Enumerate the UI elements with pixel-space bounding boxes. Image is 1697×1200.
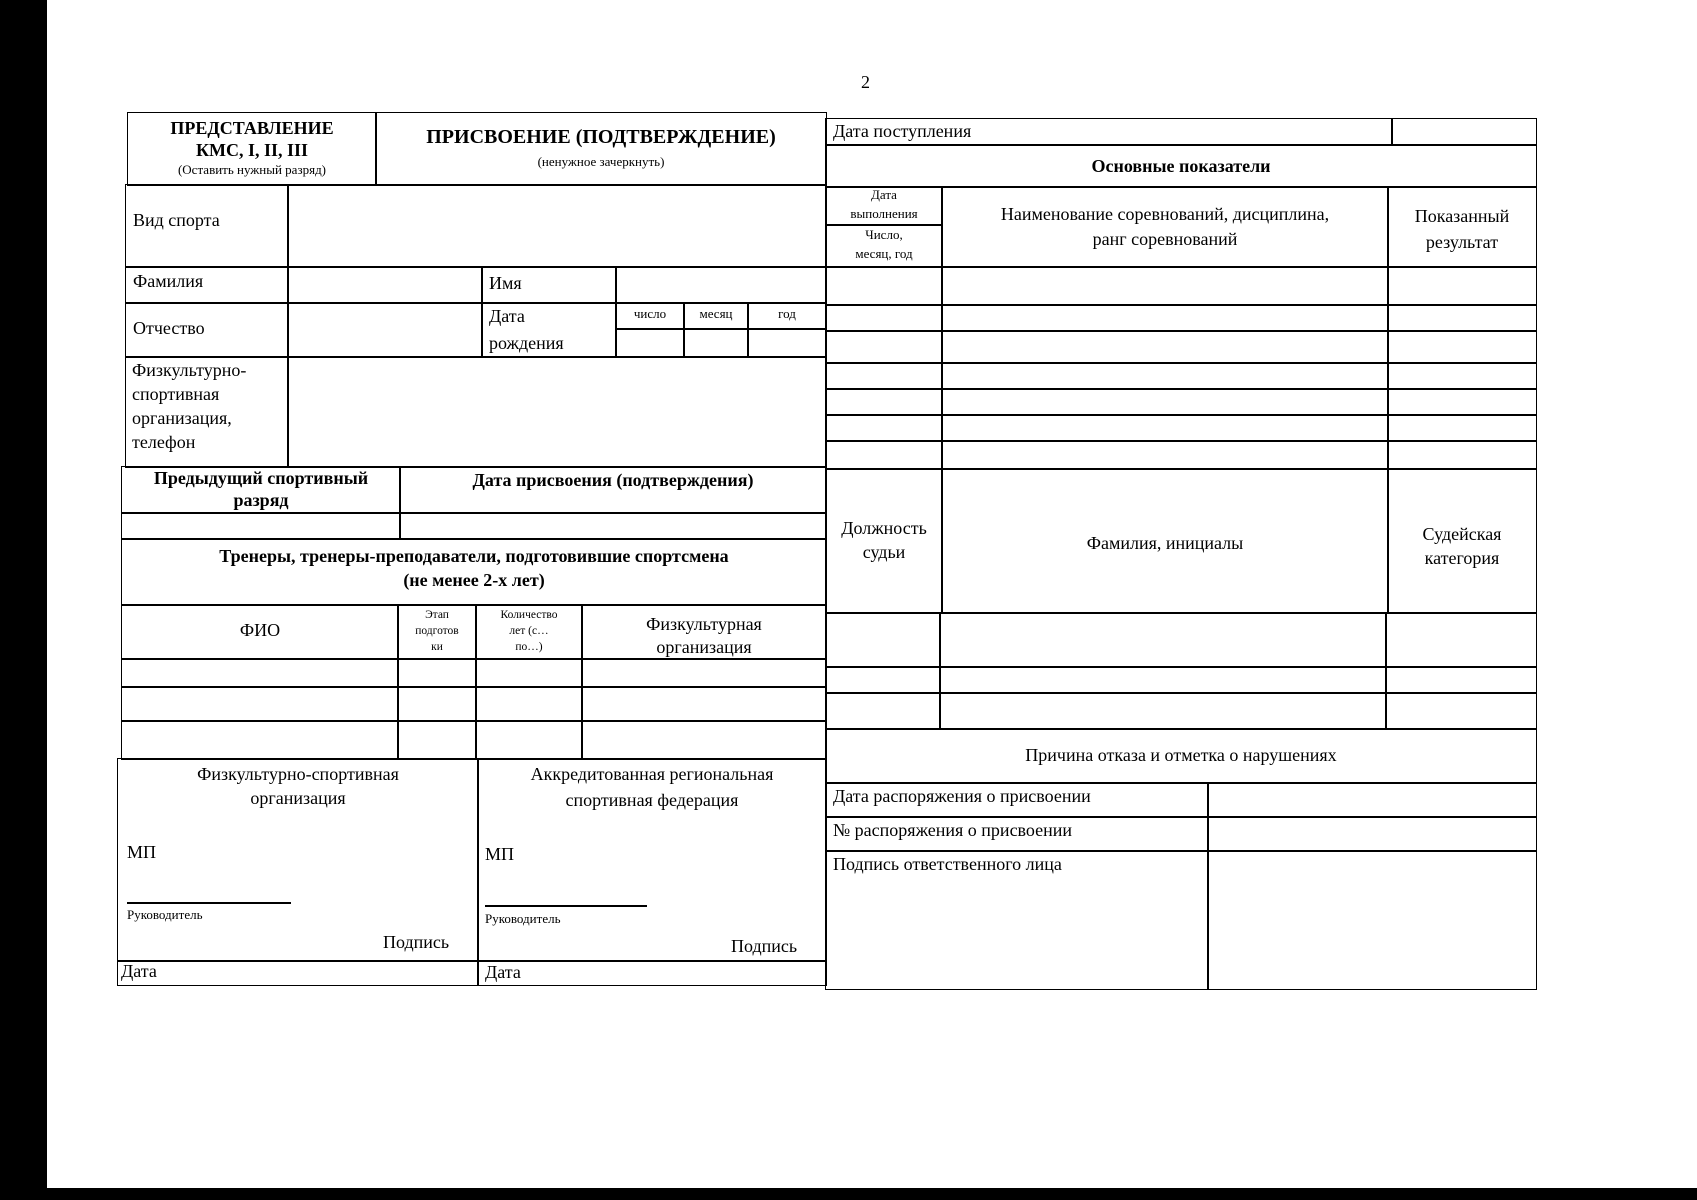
prev-rank-field[interactable] [121, 512, 401, 540]
org-label-4: телефон [132, 432, 196, 452]
sign-org-label-1: Физкультурно-спортивная [197, 764, 399, 784]
main-indicators-label: Основные показатели [1091, 156, 1271, 176]
indicator-row-1-competition[interactable] [941, 266, 1389, 306]
fio-label: ФИО [239, 620, 281, 640]
coach-row-2-fio[interactable] [121, 686, 399, 722]
exec-date-divider [827, 224, 941, 226]
indicator-row-3-competition[interactable] [941, 330, 1389, 364]
judge-row-3-name[interactable] [939, 692, 1387, 730]
competition-header [941, 186, 1389, 268]
indicator-row-6-result[interactable] [1387, 414, 1537, 442]
sign-fed-label-1: Аккредитованная региональная [530, 764, 774, 784]
indicator-row-6-competition[interactable] [941, 414, 1389, 442]
indicator-row-1-result[interactable] [1387, 266, 1537, 306]
year-field[interactable] [747, 328, 827, 358]
assignment-title-box [375, 112, 827, 186]
exec-date-label-1: Дата [871, 187, 897, 202]
name-label: Имя [489, 273, 522, 293]
indicator-row-3-date[interactable] [825, 330, 943, 364]
judge-row-3-position[interactable] [825, 692, 941, 730]
sign-org-date-label: Дата [121, 961, 157, 981]
indicator-row-4-competition[interactable] [941, 362, 1389, 390]
sign-fed-stamp: МП [485, 844, 515, 864]
birthdate-label-1: Дата [489, 306, 525, 326]
patronymic-field[interactable] [287, 302, 483, 358]
refusal-label: Причина отказа и отметка о нарушениях [1025, 745, 1337, 765]
result-header [1387, 186, 1537, 268]
coach-row-2-stage[interactable] [397, 686, 477, 722]
sign-org-head: Руководитель [127, 907, 203, 922]
exec-date-label-2: выполнения [850, 206, 918, 221]
prev-rank-label-2: разряд [233, 490, 289, 510]
indicator-row-2-result[interactable] [1387, 304, 1537, 332]
year-label: год [778, 306, 796, 321]
order-no-label: № распоряжения о присвоении [833, 820, 1073, 840]
representation-title: ПРЕДСТАВЛЕНИЕ [170, 118, 334, 138]
sign-org-date-cell[interactable] [117, 960, 479, 986]
sign-fed-date-label: Дата [485, 962, 521, 982]
judge-position-label-2: судьи [862, 542, 906, 562]
judge-position-header [825, 468, 943, 614]
order-date-field[interactable] [1207, 782, 1537, 818]
org-label-3: организация, [132, 408, 232, 428]
indicator-row-5-result[interactable] [1387, 388, 1537, 416]
coach-row-3-fio[interactable] [121, 720, 399, 760]
stage-label-2: подготов [415, 625, 459, 637]
day-field[interactable] [615, 328, 685, 358]
indicator-row-4-result[interactable] [1387, 362, 1537, 390]
indicator-row-7-date[interactable] [825, 440, 943, 470]
sign-fed-block [477, 758, 827, 962]
responsible-sign-field[interactable] [1207, 850, 1537, 990]
judge-category-label-2: категория [1424, 548, 1500, 568]
indicator-row-5-competition[interactable] [941, 388, 1389, 416]
judge-row-2-name[interactable] [939, 666, 1387, 694]
org-label-2: спортивная [132, 384, 220, 404]
indicator-row-6-date[interactable] [825, 414, 943, 442]
sign-org-line [127, 902, 291, 904]
indicator-row-7-competition[interactable] [941, 440, 1389, 470]
coach-row-1-fio[interactable] [121, 658, 399, 688]
sign-fed-line [485, 905, 647, 907]
competition-label-2: ранг соревнований [1092, 229, 1238, 249]
org-field[interactable] [287, 356, 827, 468]
sign-fed-head: Руководитель [485, 911, 561, 926]
order-no-field[interactable] [1207, 816, 1537, 852]
phys-org-label-1: Физкультурная [646, 614, 762, 634]
coach-row-1-stage[interactable] [397, 658, 477, 688]
coach-row-1-years[interactable] [475, 658, 583, 688]
sign-org-label-2: организация [250, 788, 346, 808]
sport-label: Вид спорта [133, 210, 220, 230]
exec-date-sub-2: месяц, год [855, 246, 913, 261]
judge-row-3-category[interactable] [1385, 692, 1537, 730]
coaches-label-1: Тренеры, тренеры-преподаватели, подготовившие спортсмена [219, 546, 729, 566]
exec-date-sub-1: Число, [865, 227, 903, 242]
judge-row-1-category[interactable] [1385, 612, 1537, 668]
day-label: число [633, 306, 667, 321]
rank-note: (Оставить нужный разряд) [177, 162, 327, 177]
sign-org-stamp: МП [127, 842, 157, 862]
phys-org-label-2: организация [656, 637, 752, 657]
judge-position-label-1: Должность [841, 518, 927, 538]
years-label-1: Количество [500, 609, 558, 621]
result-label-2: результат [1425, 232, 1499, 252]
competition-label-1: Наименование соревнований, дисциплина, [1000, 204, 1330, 224]
indicator-row-7-result[interactable] [1387, 440, 1537, 470]
prev-rank-label-1: Предыдущий спортивный [153, 468, 369, 488]
indicator-row-3-result[interactable] [1387, 330, 1537, 364]
org-label-1: Физкультурно- [132, 360, 247, 380]
judge-name-label: Фамилия, инициалы [1086, 533, 1244, 553]
assign-date-label: Дата присвоения (подтверждения) [472, 470, 754, 490]
coach-row-2-org[interactable] [581, 686, 827, 722]
responsible-sign-label: Подпись ответственного лица [833, 854, 1062, 874]
sign-fed-date-cell[interactable] [477, 960, 827, 986]
years-label-3: по…) [515, 641, 543, 653]
indicator-row-1-date[interactable] [825, 266, 943, 306]
patronymic-label: Отчество [133, 318, 205, 338]
coach-row-3-stage[interactable] [397, 720, 477, 760]
indicator-row-2-competition[interactable] [941, 304, 1389, 332]
month-label: месяц [699, 306, 733, 321]
indicator-row-2-date[interactable] [825, 304, 943, 332]
coach-row-1-org[interactable] [581, 658, 827, 688]
indicator-row-5-date[interactable] [825, 388, 943, 416]
judge-row-1-position[interactable] [825, 612, 941, 668]
sign-fed-label-2: спортивная федерация [565, 790, 739, 810]
month-field[interactable] [683, 328, 749, 358]
judge-row-2-position[interactable] [825, 666, 941, 694]
coach-row-3-years[interactable] [475, 720, 583, 760]
judge-category-label-1: Судейская [1422, 524, 1502, 544]
sport-field[interactable] [287, 184, 827, 268]
page-number: 2 [861, 72, 870, 92]
assignment-note: (ненужное зачеркнуть) [537, 154, 665, 169]
judge-row-1-name[interactable] [939, 612, 1387, 668]
indicator-row-4-date[interactable] [825, 362, 943, 390]
assignment-title: ПРИСВОЕНИЕ (ПОДТВЕРЖДЕНИЕ) [426, 126, 776, 148]
order-date-label: Дата распоряжения о присвоении [833, 786, 1091, 806]
birthdate-label-2: рождения [489, 333, 564, 353]
result-label-1: Показанный [1414, 206, 1510, 226]
surname-field[interactable] [287, 266, 483, 304]
coach-row-2-years[interactable] [475, 686, 583, 722]
stage-label-3: ки [431, 641, 443, 653]
sign-org-signature: Подпись [383, 932, 450, 952]
receipt-date-field[interactable] [1391, 118, 1537, 146]
name-field[interactable] [615, 266, 827, 304]
surname-label: Фамилия [133, 271, 204, 291]
receipt-date-label: Дата поступления [833, 121, 972, 141]
years-label-2: лет (с… [509, 625, 549, 637]
rank-options: КМС, I, II, III [195, 140, 309, 160]
stage-label-1: Этап [425, 609, 449, 621]
sign-fed-signature: Подпись [731, 936, 798, 956]
coaches-label-2: (не менее 2-х лет) [403, 570, 545, 590]
form-sheet [47, 0, 1697, 1188]
assign-date-field[interactable] [399, 512, 827, 540]
coach-row-3-org[interactable] [581, 720, 827, 760]
judge-row-2-category[interactable] [1385, 666, 1537, 694]
